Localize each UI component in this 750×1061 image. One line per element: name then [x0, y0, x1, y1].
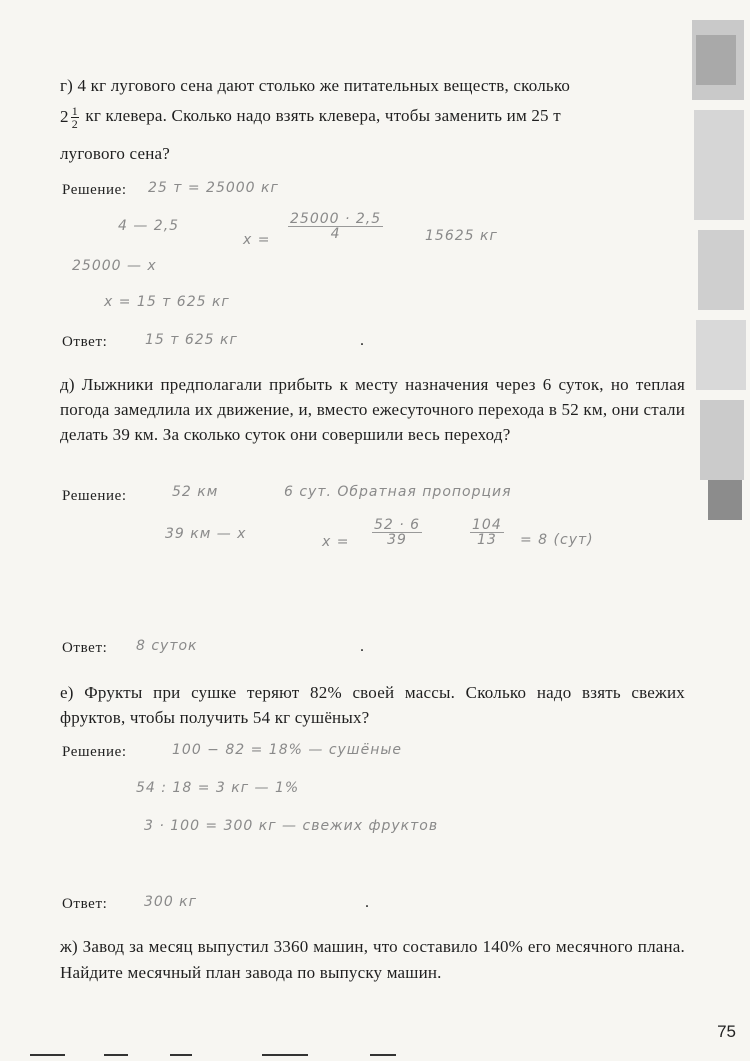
mixed-number-whole: 2 — [60, 107, 69, 127]
problem-zh-text: ж) Завод за месяц выпустил 3360 машин, что составило 140% его месячного плана. Найдите месячный план завода по выпуску машин. — [60, 937, 685, 982]
scan-artifact-line — [262, 1054, 308, 1056]
scan-artifact-line — [104, 1054, 128, 1056]
problem-g-line1: г) 4 кг лугового сена дают столько же питательных веществ, сколько — [60, 76, 571, 95]
handwritten-note: x = 15 т 625 кг — [104, 294, 230, 310]
handwritten-note: 100 − 82 = 18% — сушёные — [172, 742, 403, 758]
answer-label: Ответ: — [62, 896, 108, 912]
handwritten-note: 25 т = 25000 кг — [148, 180, 279, 196]
problem-e-text: е) Фрукты при сушке теряют 82% своей массы. Сколько надо взять свежих фруктов, чтобы получить 54 кг сушёных? — [60, 683, 685, 727]
answer-label: Ответ: — [62, 640, 108, 656]
fraction-numerator: 25000 · 2,5 — [290, 211, 382, 227]
scanned-edge-decoration — [686, 0, 750, 540]
handwritten-note: 39 км — x — [165, 526, 247, 542]
handwritten-note: 54 : 18 = 3 кг — 1% — [136, 780, 300, 796]
handwritten-note: 25000 — x — [72, 258, 157, 274]
answer-dot: . — [360, 638, 364, 655]
fraction-denominator: 2 — [71, 116, 78, 131]
answer-label: Ответ: — [62, 334, 108, 350]
handwritten-note: 6 сут. Обратная пропорция — [284, 484, 512, 500]
problem-g-line2 — [60, 104, 685, 130]
handwritten-fraction — [372, 518, 422, 547]
mixed-number-fraction — [71, 105, 79, 130]
problem-d-text: д) Лыжники предполагали прибыть к месту назначения через 6 суток, но теплая погода замедлила их движение, и, вместо ежесуточного перехода в 52 км, они стали делать 39 км. За сколько суток они совершили весь переход? — [60, 375, 685, 444]
scan-artifact-line — [30, 1054, 65, 1056]
handwritten-note: 15625 кг — [425, 228, 498, 244]
fraction-denominator: 4 — [330, 226, 341, 242]
problem-g-line2-text: кг клевера. Сколько надо взять клевера, чтобы заменить им 25 т — [85, 106, 561, 125]
fraction-denominator: 39 — [387, 532, 407, 548]
solution-label: Решение: — [62, 182, 127, 198]
fraction-numerator: 52 · 6 — [374, 517, 421, 533]
handwritten-note: x = — [243, 232, 271, 248]
handwritten-answer: 8 суток — [136, 638, 198, 654]
scan-artifact-line — [170, 1054, 192, 1056]
scan-artifact-line — [370, 1054, 396, 1056]
solution-label: Решение: — [62, 744, 127, 760]
solution-label: Решение: — [62, 488, 127, 504]
handwritten-fraction — [288, 212, 383, 241]
handwritten-fraction — [470, 518, 504, 547]
handwritten-note: 4 — 2,5 — [118, 218, 180, 234]
handwritten-note: x = — [322, 534, 350, 550]
handwritten-answer: 15 т 625 кг — [145, 332, 238, 348]
handwritten-note: = 8 (сут) — [520, 532, 594, 548]
problem-g-line3: лугового сена? — [60, 144, 171, 163]
fraction-numerator: 1 — [71, 103, 78, 118]
answer-dot: . — [365, 894, 369, 911]
fraction-denominator: 13 — [476, 532, 497, 548]
page-number: 75 — [717, 1022, 736, 1041]
answer-dot: . — [360, 332, 364, 349]
fraction-numerator: 104 — [472, 517, 502, 533]
handwritten-note: 52 км — [172, 484, 219, 500]
handwritten-answer: 300 кг — [144, 894, 197, 910]
handwritten-note: 3 · 100 = 300 кг — свежих фруктов — [144, 818, 439, 834]
